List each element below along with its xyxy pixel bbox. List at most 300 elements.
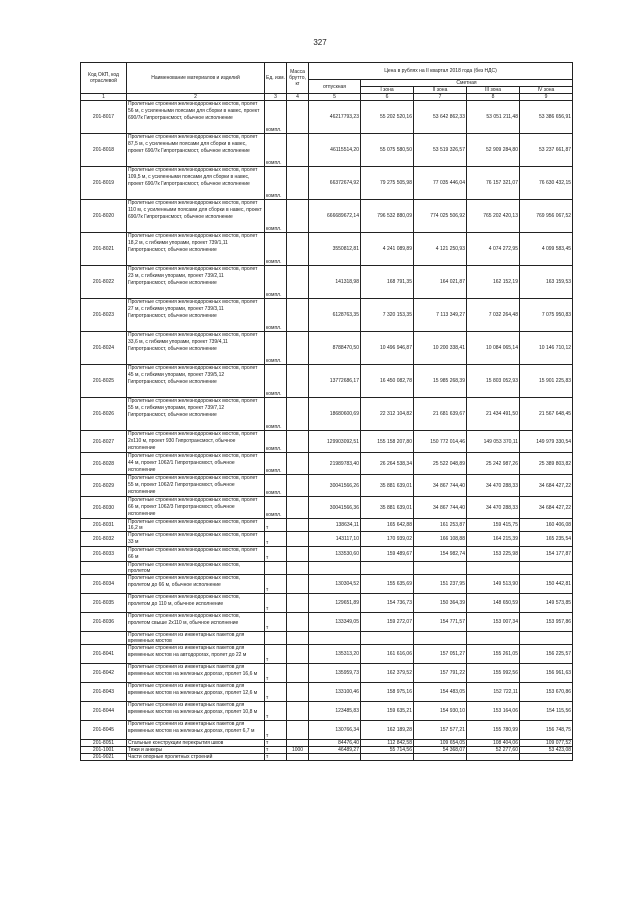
table-row xyxy=(81,664,573,683)
column-number: 7 xyxy=(414,94,467,101)
row-zone-2-price: 54 368,07 xyxy=(414,747,467,754)
row-unit: компл. xyxy=(265,167,287,200)
row-zone-2-price: 4 121 250,93 xyxy=(414,233,467,266)
header-price-group: Цена в рублях на II квартал 2018 года (без НДС) xyxy=(309,63,573,80)
row-zone-2-price: 21 681 639,67 xyxy=(414,398,467,431)
row-zone-4-price: 769 956 067,52 xyxy=(520,200,573,233)
row-code: 201-8024 xyxy=(81,332,127,365)
row-zone-3-price: 53 051 211,48 xyxy=(467,101,520,134)
row-zone-3-price: 155 261,05 xyxy=(467,645,520,664)
row-code: 201-8027 xyxy=(81,431,127,453)
row-code xyxy=(81,562,127,575)
row-release-price: 13772686,17 xyxy=(309,365,361,398)
row-mass xyxy=(287,594,309,613)
row-zone-4-price: 153 670,86 xyxy=(520,683,573,702)
column-number: 9 xyxy=(520,94,573,101)
row-zone-2-price: 154 483,05 xyxy=(414,683,467,702)
row-zone-4-price: 76 630 432,15 xyxy=(520,167,573,200)
row-name: Пролетные строения из инвентарных пакетов для временных мостов на автодорогах, пролет до 22 м xyxy=(127,645,265,664)
table-row xyxy=(81,233,573,266)
row-release-price: 123485,83 xyxy=(309,702,361,721)
row-zone-1-price: 155 635,69 xyxy=(361,575,414,594)
row-release-price: 8788470,50 xyxy=(309,332,361,365)
row-zone-2-price: 164 021,87 xyxy=(414,266,467,299)
table-row xyxy=(81,519,573,532)
row-zone-4-price: 149 979 330,54 xyxy=(520,431,573,453)
row-mass: 1000 xyxy=(287,747,309,754)
row-release-price: 84476,40 xyxy=(309,740,361,747)
row-release-price: 143117,10 xyxy=(309,532,361,547)
row-zone-4-price xyxy=(520,754,573,761)
row-zone-4-price: 34 684 427,22 xyxy=(520,497,573,519)
row-mass xyxy=(287,332,309,365)
table-row xyxy=(81,632,573,645)
row-zone-2-price: 53 519 326,57 xyxy=(414,134,467,167)
row-zone-3-price: 162 152,19 xyxy=(467,266,520,299)
header-estimated: Сметная xyxy=(361,80,573,87)
row-zone-2-price: 34 867 744,40 xyxy=(414,497,467,519)
row-name: Пролетные строения железнодорожных мостов, пролет 55 м, с гибкими упорами, проект 739/7,12 Гипротрансмост, обычное исполнение xyxy=(127,398,265,431)
row-unit: т xyxy=(265,594,287,613)
table-row xyxy=(81,613,573,632)
row-zone-1-price: 161 616,06 xyxy=(361,645,414,664)
table-row xyxy=(81,431,573,453)
row-zone-4-price: 10 146 710,12 xyxy=(520,332,573,365)
table-row xyxy=(81,167,573,200)
table-row xyxy=(81,299,573,332)
row-zone-3-price: 34 470 288,33 xyxy=(467,497,520,519)
row-zone-2-price: 161 253,87 xyxy=(414,519,467,532)
table-row xyxy=(81,332,573,365)
row-zone-4-price: 156 748,75 xyxy=(520,721,573,740)
row-mass xyxy=(287,134,309,167)
row-zone-1-price: 7 320 153,35 xyxy=(361,299,414,332)
row-name: Пролетные строения железнодорожных мостов, пролет 45 м, с гибкими упорами, проект 739/5,12 Гипротрансмост, обычное исполнение xyxy=(127,365,265,398)
row-zone-2-price: 15 985 268,39 xyxy=(414,365,467,398)
row-zone-4-price xyxy=(520,632,573,645)
row-zone-1-price: 165 642,88 xyxy=(361,519,414,532)
row-zone-1-price: 162 189,28 xyxy=(361,721,414,740)
row-zone-1-price xyxy=(361,754,414,761)
row-name: Пролетные строения железнодорожных мостов, пролет 33 м xyxy=(127,532,265,547)
table-row xyxy=(81,747,573,754)
row-unit: компл. xyxy=(265,475,287,497)
row-zone-4-price: 156 961,63 xyxy=(520,664,573,683)
column-number: 8 xyxy=(467,94,520,101)
header-zone-3: III зона xyxy=(467,87,520,94)
row-release-price: 46115514,20 xyxy=(309,134,361,167)
row-zone-3-price: 153 225,98 xyxy=(467,547,520,562)
row-zone-4-price: 53 237 661,87 xyxy=(520,134,573,167)
row-zone-2-price: 154 771,57 xyxy=(414,613,467,632)
column-number: 3 xyxy=(265,94,287,101)
row-code: 201-8034 xyxy=(81,575,127,594)
row-unit: компл. xyxy=(265,266,287,299)
row-code: 201-8025 xyxy=(81,365,127,398)
row-release-price: 129903092,51 xyxy=(309,431,361,453)
row-name: Пролетные строения железнодорожных мостов, пролет 109,5 м, с усиленными поясами для сборки в навес, проект 690/7к Гипротрансмост, обычное исполнение xyxy=(127,167,265,200)
row-zone-1-price: 26 264 538,34 xyxy=(361,453,414,475)
row-release-price: 666689672,14 xyxy=(309,200,361,233)
row-name: Пролетные строения железнодорожных мостов, пролет 110 м, с усиленными поясами для сборки в навес, проект 690/7к Гипротрансмост, обычное исполнение xyxy=(127,200,265,233)
row-release-price: 133530,60 xyxy=(309,547,361,562)
row-zone-1-price: 158 975,16 xyxy=(361,683,414,702)
row-zone-4-price: 4 099 583,45 xyxy=(520,233,573,266)
table-row xyxy=(81,562,573,575)
row-zone-2-price: 34 867 744,40 xyxy=(414,475,467,497)
row-unit: т xyxy=(265,547,287,562)
row-name: Пролетные строения железнодорожных мостов, пролет 18,2 м, с гибкими упорами, проект 739/1,11 Гипротрансмост, обычное исполнение xyxy=(127,233,265,266)
row-release-price: 130766,34 xyxy=(309,721,361,740)
row-mass xyxy=(287,547,309,562)
column-number-row xyxy=(81,94,573,101)
row-unit: т xyxy=(265,747,287,754)
row-mass xyxy=(287,519,309,532)
row-name: Пролетные строения железнодорожных мостов, пролет 2x110 м, проект 930 Гипротрансмост, обычное исполнение xyxy=(127,431,265,453)
row-name: Пролетные строения железнодорожных мостов, пролет 87,5 м, с усиленными поясами для сборки в навес, проект 690/7к Гипротрансмост, обычное исполнение xyxy=(127,134,265,167)
row-mass xyxy=(287,431,309,453)
row-code: 201-8036 xyxy=(81,613,127,632)
row-zone-2-price: 166 108,88 xyxy=(414,532,467,547)
row-mass xyxy=(287,632,309,645)
row-release-price: 141318,98 xyxy=(309,266,361,299)
row-release-price: 21989783,40 xyxy=(309,453,361,475)
row-zone-3-price: 149 513,90 xyxy=(467,575,520,594)
row-zone-2-price: 157 791,22 xyxy=(414,664,467,683)
row-zone-3-price xyxy=(467,632,520,645)
row-mass xyxy=(287,683,309,702)
row-release-price: 135313,20 xyxy=(309,645,361,664)
row-unit: компл. xyxy=(265,134,287,167)
row-code: 201-8043 xyxy=(81,683,127,702)
row-name: Пролетные строения железнодорожных мостов, пролет 16,2 м xyxy=(127,519,265,532)
row-zone-2-price xyxy=(414,632,467,645)
header-mass: Масса брутто, кг xyxy=(287,63,309,94)
row-zone-3-price: 149 053 370,11 xyxy=(467,431,520,453)
row-unit: т xyxy=(265,683,287,702)
column-number: 5 xyxy=(309,94,361,101)
row-name: Пролетные строения железнодорожных мостов, пролет 55 м, проект 1062/2 Гипротрансмост, обычное исполнение xyxy=(127,475,265,497)
row-zone-1-price: 168 791,35 xyxy=(361,266,414,299)
row-zone-1-price: 154 736,73 xyxy=(361,594,414,613)
row-code: 201-8042 xyxy=(81,664,127,683)
row-unit xyxy=(265,562,287,575)
row-zone-4-price: 156 225,57 xyxy=(520,645,573,664)
row-zone-4-price: 34 684 427,22 xyxy=(520,475,573,497)
row-release-price xyxy=(309,562,361,575)
row-zone-1-price: 155 158 207,80 xyxy=(361,431,414,453)
row-release-price: 133349,05 xyxy=(309,613,361,632)
header-release: отпускная xyxy=(309,80,361,94)
row-zone-3-price: 148 650,59 xyxy=(467,594,520,613)
row-mass xyxy=(287,398,309,431)
row-mass xyxy=(287,754,309,761)
row-zone-4-price: 154 177,87 xyxy=(520,547,573,562)
row-zone-4-price: 154 115,56 xyxy=(520,702,573,721)
row-unit: компл. xyxy=(265,453,287,475)
row-unit: т xyxy=(265,721,287,740)
row-zone-1-price: 35 881 639,01 xyxy=(361,475,414,497)
column-number: 4 xyxy=(287,94,309,101)
row-zone-4-price: 7 075 950,83 xyxy=(520,299,573,332)
table-row xyxy=(81,575,573,594)
table-row xyxy=(81,453,573,475)
row-mass xyxy=(287,562,309,575)
row-zone-2-price: 7 113 349,27 xyxy=(414,299,467,332)
row-mass xyxy=(287,233,309,266)
header-unit: Ед. изм. xyxy=(265,63,287,94)
row-mass xyxy=(287,299,309,332)
row-code: 201-8051 xyxy=(81,740,127,747)
row-name: Пролетные строения железнодорожных мостов, пролетом до 110 м, обычное исполнение xyxy=(127,594,265,613)
row-zone-3-price: 155 992,56 xyxy=(467,664,520,683)
row-code: 201-8023 xyxy=(81,299,127,332)
table-row xyxy=(81,134,573,167)
row-unit: т xyxy=(265,645,287,664)
row-unit: т xyxy=(265,613,287,632)
row-name: Пролетные строения железнодорожных мостов, пролетом свыше 2x110 м, обычное исполнение xyxy=(127,613,265,632)
header-code: Код ОКП, код отраслевой xyxy=(81,63,127,94)
row-zone-4-price: 163 159,53 xyxy=(520,266,573,299)
header-zone-2: II зона xyxy=(414,87,467,94)
row-unit xyxy=(265,632,287,645)
row-unit: компл. xyxy=(265,101,287,134)
table-row xyxy=(81,645,573,664)
row-zone-4-price: 25 389 803,82 xyxy=(520,453,573,475)
row-name: Стальные конструкции перекрытия швов xyxy=(127,740,265,747)
row-zone-4-price xyxy=(520,562,573,575)
row-zone-3-price xyxy=(467,754,520,761)
row-zone-3-price: 164 215,39 xyxy=(467,532,520,547)
row-code: 201-8044 xyxy=(81,702,127,721)
row-code: 201-8033 xyxy=(81,547,127,562)
row-zone-2-price: 157 051,27 xyxy=(414,645,467,664)
row-zone-1-price: 10 496 946,87 xyxy=(361,332,414,365)
table-row xyxy=(81,497,573,519)
row-zone-3-price: 765 202 420,13 xyxy=(467,200,520,233)
row-zone-4-price: 160 406,08 xyxy=(520,519,573,532)
table-row xyxy=(81,721,573,740)
row-zone-1-price: 35 881 639,01 xyxy=(361,497,414,519)
row-unit: т xyxy=(265,532,287,547)
table-row xyxy=(81,754,573,761)
row-zone-3-price: 153 007,34 xyxy=(467,613,520,632)
row-code: 201-8017 xyxy=(81,101,127,134)
row-code: 201-8029 xyxy=(81,475,127,497)
row-unit: компл. xyxy=(265,233,287,266)
row-code: 201-8019 xyxy=(81,167,127,200)
row-code: 201-9021 xyxy=(81,754,127,761)
row-zone-3-price: 159 415,75 xyxy=(467,519,520,532)
row-zone-4-price: 109 077,52 xyxy=(520,740,573,747)
table-row xyxy=(81,547,573,562)
row-unit: компл. xyxy=(265,497,287,519)
header-name: Наименование материалов и изделий xyxy=(127,63,265,94)
row-zone-3-price: 152 722,11 xyxy=(467,683,520,702)
row-zone-1-price: 55 075 580,50 xyxy=(361,134,414,167)
row-name: Тяжи и анкеры xyxy=(127,747,265,754)
row-zone-1-price: 162 379,52 xyxy=(361,664,414,683)
row-mass xyxy=(287,721,309,740)
table-row xyxy=(81,200,573,233)
price-table xyxy=(80,62,573,761)
row-code: 201-8032 xyxy=(81,532,127,547)
row-zone-2-price: 77 035 446,04 xyxy=(414,167,467,200)
row-name: Пролетные строения железнодорожных мостов, пролет 66 м xyxy=(127,547,265,562)
row-name: Пролетные строения из инвентарных пакетов для временных мостов на железных дорогах, пролет 6,7 м xyxy=(127,721,265,740)
row-mass xyxy=(287,740,309,747)
row-unit: т xyxy=(265,664,287,683)
table-row xyxy=(81,740,573,747)
row-mass xyxy=(287,532,309,547)
row-mass xyxy=(287,200,309,233)
row-unit: компл. xyxy=(265,398,287,431)
table-row xyxy=(81,683,573,702)
row-mass xyxy=(287,453,309,475)
row-zone-1-price: 170 939,02 xyxy=(361,532,414,547)
row-zone-2-price: 150 772 014,46 xyxy=(414,431,467,453)
row-unit: т xyxy=(265,519,287,532)
row-code: 201-8041 xyxy=(81,645,127,664)
row-code: 201-8021 xyxy=(81,233,127,266)
row-unit: компл. xyxy=(265,332,287,365)
row-mass xyxy=(287,575,309,594)
row-zone-2-price: 774 025 506,92 xyxy=(414,200,467,233)
row-name: Пролетные строения железнодорожных мостов, пролетом до 66 м, обычное исполнение xyxy=(127,575,265,594)
row-zone-1-price: 55 202 520,16 xyxy=(361,101,414,134)
row-code: 201-8045 xyxy=(81,721,127,740)
row-release-price: 3550812,81 xyxy=(309,233,361,266)
table-row xyxy=(81,475,573,497)
row-name: Пролетные строения из инвентарных пакетов для временных мостов xyxy=(127,632,265,645)
row-zone-2-price xyxy=(414,754,467,761)
row-unit: компл. xyxy=(265,365,287,398)
row-zone-4-price: 153 957,86 xyxy=(520,613,573,632)
row-zone-1-price: 796 532 880,09 xyxy=(361,200,414,233)
row-zone-2-price: 154 930,10 xyxy=(414,702,467,721)
row-name: Пролетные строения железнодорожных мостов, пролет 33,6 м, с гибкими упорами, проект 739/4,11 Гипротрансмост, обычное исполнение xyxy=(127,332,265,365)
row-zone-2-price: 154 982,74 xyxy=(414,547,467,562)
row-zone-2-price: 157 577,21 xyxy=(414,721,467,740)
row-unit: т xyxy=(265,575,287,594)
row-zone-3-price: 10 084 065,14 xyxy=(467,332,520,365)
row-zone-1-price: 159 635,21 xyxy=(361,702,414,721)
row-name: Части опорные пролетных строений xyxy=(127,754,265,761)
table-row xyxy=(81,594,573,613)
row-zone-4-price: 21 567 648,45 xyxy=(520,398,573,431)
row-zone-2-price: 53 642 862,33 xyxy=(414,101,467,134)
row-zone-3-price: 52 277,60 xyxy=(467,747,520,754)
row-mass xyxy=(287,497,309,519)
row-zone-4-price: 165 235,54 xyxy=(520,532,573,547)
row-code: 201-8031 xyxy=(81,519,127,532)
row-zone-1-price: 16 450 082,78 xyxy=(361,365,414,398)
row-mass xyxy=(287,645,309,664)
row-name: Пролетные строения железнодорожных мостов, пролет 44 м, проект 1062/1 Гипротрансмост, обычное исполнение xyxy=(127,453,265,475)
row-zone-1-price xyxy=(361,632,414,645)
row-mass xyxy=(287,664,309,683)
row-zone-1-price: 4 241 089,89 xyxy=(361,233,414,266)
row-code: 201-8030 xyxy=(81,497,127,519)
column-number: 1 xyxy=(81,94,127,101)
row-code: 201-8028 xyxy=(81,453,127,475)
row-name: Пролетные строения железнодорожных мостов, пролет 56 м, с усиленными поясами для сборки в навес, проект 690/7к Гипротрансмост, обычное исполнение xyxy=(127,101,265,134)
row-name: Пролетные строения из инвентарных пакетов для временных мостов на железных дорогах, пролет 16,6 м xyxy=(127,664,265,683)
row-unit: компл. xyxy=(265,200,287,233)
row-zone-2-price: 150 364,39 xyxy=(414,594,467,613)
row-name: Пролетные строения из инвентарных пакетов для временных мостов на железных дорогах, пролет 12,6 м xyxy=(127,683,265,702)
row-name: Пролетные строения железнодорожных мостов, пролетом xyxy=(127,562,265,575)
row-unit: компл. xyxy=(265,299,287,332)
row-release-price: 30041566,26 xyxy=(309,475,361,497)
row-zone-2-price: 109 654,05 xyxy=(414,740,467,747)
row-zone-3-price: 25 242 987,26 xyxy=(467,453,520,475)
table-row xyxy=(81,398,573,431)
row-zone-1-price xyxy=(361,562,414,575)
row-zone-3-price: 155 780,99 xyxy=(467,721,520,740)
row-zone-3-price: 108 404,06 xyxy=(467,740,520,747)
row-code: 201-8026 xyxy=(81,398,127,431)
row-zone-3-price xyxy=(467,562,520,575)
row-zone-1-price: 22 312 104,82 xyxy=(361,398,414,431)
row-code: 201-8022 xyxy=(81,266,127,299)
row-release-price: 46489,27 xyxy=(309,747,361,754)
row-release-price: 66372674,92 xyxy=(309,167,361,200)
row-release-price: 6128763,35 xyxy=(309,299,361,332)
row-code: 201-8020 xyxy=(81,200,127,233)
table-row xyxy=(81,532,573,547)
row-zone-4-price: 149 573,85 xyxy=(520,594,573,613)
row-name: Пролетные строения железнодорожных мостов, пролет 27 м, с гибкими упорами, проект 739/3,11 Гипротрансмост, обычное исполнение xyxy=(127,299,265,332)
row-zone-1-price: 112 842,58 xyxy=(361,740,414,747)
row-mass xyxy=(287,702,309,721)
row-zone-2-price: 10 200 338,41 xyxy=(414,332,467,365)
row-release-price: 135959,73 xyxy=(309,664,361,683)
row-unit: компл. xyxy=(265,431,287,453)
row-code: 201-1001 xyxy=(81,747,127,754)
row-zone-1-price: 159 272,07 xyxy=(361,613,414,632)
row-release-price: 130304,52 xyxy=(309,575,361,594)
row-zone-1-price: 55 714,56 xyxy=(361,747,414,754)
row-zone-1-price: 79 275 505,98 xyxy=(361,167,414,200)
column-number: 2 xyxy=(127,94,265,101)
table-row xyxy=(81,702,573,721)
row-code xyxy=(81,632,127,645)
row-zone-4-price: 150 442,81 xyxy=(520,575,573,594)
row-unit: т xyxy=(265,702,287,721)
row-zone-3-price: 4 074 272,95 xyxy=(467,233,520,266)
row-mass xyxy=(287,475,309,497)
row-code: 201-8035 xyxy=(81,594,127,613)
table-row xyxy=(81,101,573,134)
row-mass xyxy=(287,613,309,632)
row-zone-2-price: 25 522 048,89 xyxy=(414,453,467,475)
row-zone-3-price: 7 032 264,48 xyxy=(467,299,520,332)
row-name: Пролетные строения железнодорожных мостов, пролет 66 м, проект 1062/3 Гипротрансмост, обычное исполнение xyxy=(127,497,265,519)
row-zone-2-price xyxy=(414,562,467,575)
row-unit: т xyxy=(265,740,287,747)
row-mass xyxy=(287,266,309,299)
row-unit: т xyxy=(265,754,287,761)
row-zone-4-price: 53 423,08 xyxy=(520,747,573,754)
row-zone-3-price: 34 470 288,33 xyxy=(467,475,520,497)
row-release-price: 18680600,69 xyxy=(309,398,361,431)
header-zone-1: I зона xyxy=(361,87,414,94)
row-code: 201-8018 xyxy=(81,134,127,167)
row-release-price: 129651,89 xyxy=(309,594,361,613)
row-release-price xyxy=(309,632,361,645)
row-release-price: 138634,11 xyxy=(309,519,361,532)
